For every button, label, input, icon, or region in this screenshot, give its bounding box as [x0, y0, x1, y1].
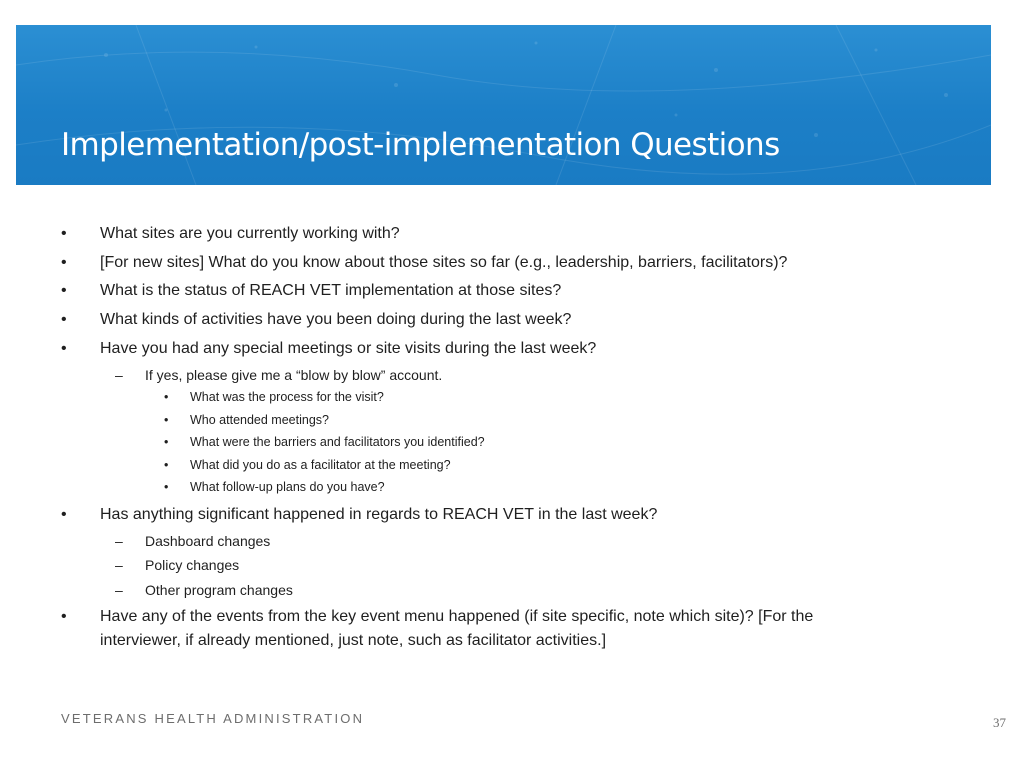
title-banner [16, 25, 991, 185]
bullet-icon: • [164, 413, 169, 427]
slide-title: Implementation/post-implementation Questions [61, 127, 780, 163]
detail-text: What was the process for the visit? [190, 390, 384, 404]
bullet-icon: • [61, 254, 67, 271]
detail-text: What follow-up plans do you have? [190, 480, 385, 494]
sub-question-text: Other program changes [145, 582, 293, 598]
detail-text: What did you do as a facilitator at the meeting? [190, 458, 451, 472]
question-text: Have any of the events from the key event menu happened (if site specific, note which site)? [For the [100, 608, 814, 625]
question-text: Has anything significant happened in regards to REACH VET in the last week? [100, 506, 658, 523]
question-text: [For new sites] What do you know about those sites so far (e.g., leadership, barriers, facilitators)? [100, 254, 788, 271]
sub-question-text: Policy changes [145, 557, 240, 573]
question-text: Have you had any special meetings or site visits during the last week? [100, 340, 597, 357]
sub-question-text: If yes, please give me a “blow by blow” account. [145, 367, 443, 383]
bullet-icon: • [164, 480, 169, 494]
dash-icon: – [115, 533, 123, 549]
bullet-icon: • [61, 608, 67, 625]
sub-question-text: Dashboard changes [145, 533, 271, 549]
question-text: What sites are you currently working with? [100, 225, 400, 242]
bullet-icon: • [61, 225, 67, 242]
bullet-icon: • [61, 506, 67, 523]
detail-text: Who attended meetings? [190, 413, 329, 427]
question-text: What kinds of activities have you been doing during the last week? [100, 311, 572, 328]
dash-icon: – [115, 557, 123, 573]
bullet-icon: • [61, 282, 67, 299]
detail-text: What were the barriers and facilitators you identified? [190, 435, 485, 449]
page-number: 37 [993, 715, 1006, 730]
bullet-icon: • [164, 458, 169, 472]
footer-organization: VETERANS HEALTH ADMINISTRATION [61, 711, 365, 726]
dash-icon: – [115, 582, 123, 598]
bullet-icon: • [61, 340, 67, 357]
bullet-icon: • [164, 435, 169, 449]
bullet-icon: • [61, 311, 67, 328]
question-text: interviewer, if already mentioned, just note, such as facilitator activities.] [100, 632, 607, 649]
dash-icon: – [115, 367, 123, 383]
bullet-icon: • [164, 390, 169, 404]
question-text: What is the status of REACH VET implementation at those sites? [100, 282, 562, 299]
